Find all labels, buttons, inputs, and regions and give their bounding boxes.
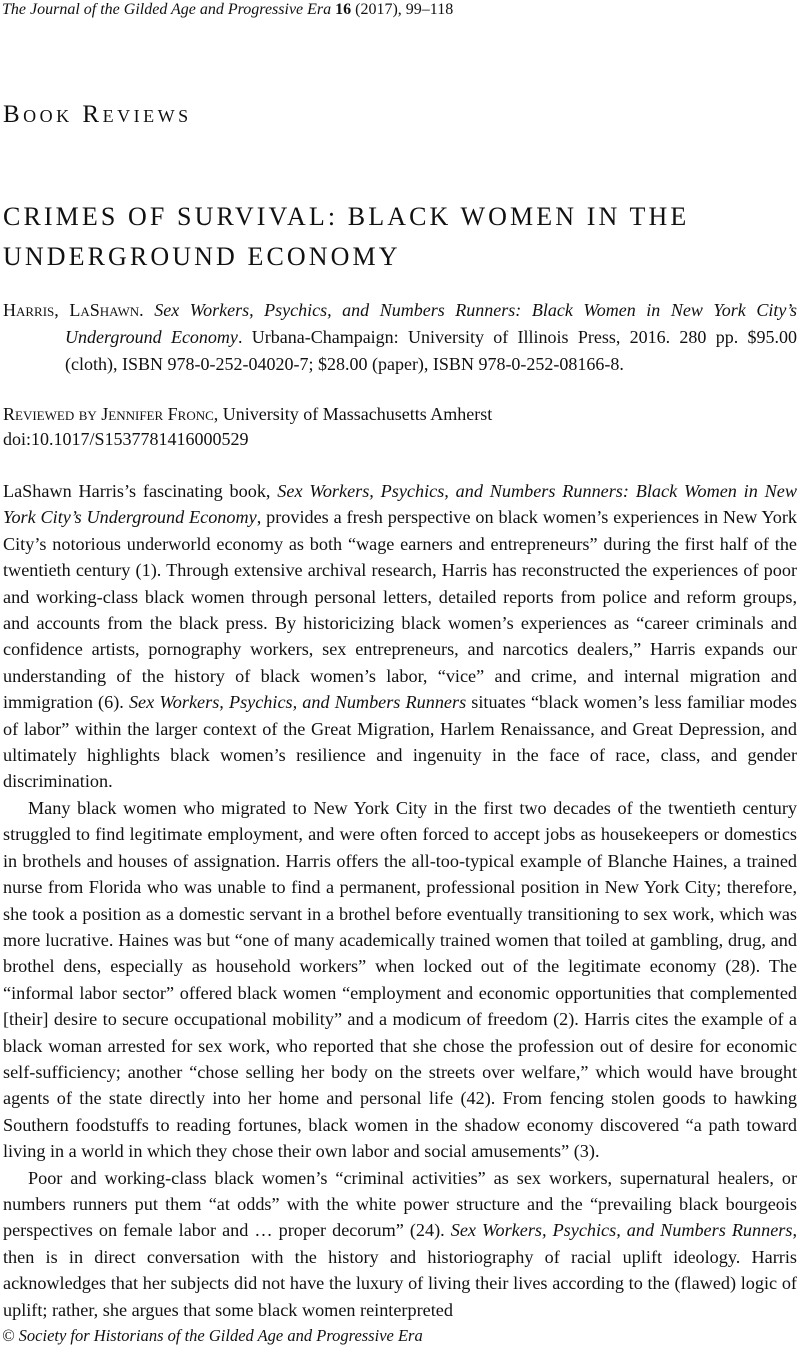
reviewer-name: Reviewed by Jennifer Fronc — [3, 404, 214, 424]
text-run: situates “black women’s less familiar modes of labor” within the larger context of the Great Migration, Harlem Renaissance, and Great Depression, and ultimately highlights black women’s resilience and ingenuity in the face of race, class, and gender discrimination. — [3, 692, 798, 792]
paragraph-2: Many black women who migrated to New York City in the first two decades of the twentieth century struggled to find legitimate employment, and were often forced to accept jobs as housekeepers or domestics in brothels and houses of assignation. Harris offers the all-too-typical example of Blanche Haines, a trained nurse from Florida who was unable to find a permanent, professional position in New York City; therefore, she took a position as a domestic servant in a brothel before eventually transitioning to sex work, which was more lucrative. Haines was but “one of many academically trained women that toiled at gambling, drug, and brothel dens, especially as household workers” when locked out of the legitimate economy (28). The “informal labor sector” offered black women “employment and economic opportunities that complemented [their] desire to secure occupational mobility” and a modicum of freedom (2). Harris cites the example of a black woman arrested for sex work, who reported that she chose the profession out of desire for economic self-sufficiency; another “chose selling her body on the streets over welfare,” which would have brought agents of the state directly into her home and personal life (42). From fencing stolen goods to hawking Southern foodstuffs to reading fortunes, black women in the shadow economy discovered “a path toward living in a world in which they chose their own labor and social amusements” (3). — [3, 797, 797, 1162]
reviewer-affiliation: , University of Massachusetts Amherst — [213, 404, 493, 424]
text-run: Poor and working-class black women’s “criminal activities” as sex workers, supernatural healers, or numbers runners put them “at odds” with the white power structure and the “prevailing black bourgeois perspectives on female labor and … proper decorum” (24). — [3, 1167, 797, 1241]
book-author: Harris, LaShawn. — [3, 300, 144, 320]
year-pages: (2017), 99–118 — [355, 1, 454, 18]
journal-name: The Journal of the Gilded Age and Progressive Era — [2, 1, 332, 18]
review-title: CRIMES OF SURVIVAL: BLACK WOMEN IN THE UNDERGROUND ECONOMY — [3, 202, 690, 271]
volume-number: 16 — [335, 1, 352, 18]
book-title: Sex Workers, Psychics, and Numbers Runners: Black Women in New York City’s Underground Economy — [65, 300, 797, 347]
copyright-footer: © Society for Historians of the Gilded Age and Progressive Era — [2, 1326, 423, 1345]
book-citation — [3, 297, 797, 378]
text-run: , then is in direct conversation with the history and historiography of racial uplift ideology. Harris acknowledges that her subjects did not have the luxury of living their lives according to the (flawed) logic of uplift; rather, she argues that some black women reinterpreted — [3, 1220, 797, 1320]
running-head — [2, 0, 453, 20]
book-title-inline: Sex Workers, Psychics, and Numbers Runners — [450, 1220, 793, 1241]
publication-details: . Urbana-Champaign: University of Illinois Press, 2016. 280 pp. $95.00 (cloth), ISBN 978-0-252-04020-7; $28.00 (paper), ISBN 978-0-252-08166-8. — [65, 327, 797, 374]
review-body — [3, 478, 797, 1323]
book-title-inline: Sex Workers, Psychics, and Numbers Runners: Black Women in New York City’s Underground Economy — [3, 481, 797, 528]
reviewer-line — [3, 402, 797, 427]
doi: doi:10.1017/S1537781416000529 — [3, 429, 249, 449]
book-title-inline: Sex Workers, Psychics, and Numbers Runners — [128, 692, 467, 713]
text-run: LaShawn Harris’s fascinating book, — [3, 481, 278, 501]
paragraph-1 — [3, 478, 797, 795]
section-label: Book Reviews — [3, 101, 192, 128]
paragraph-3 — [3, 1165, 797, 1323]
text-run: , provides a fresh perspective on black women’s experiences in New York City’s notorious underworld economy as both “wage earners and entrepreneurs” during the first half of the twentieth century (1). Through extensive archival research, Harris has reconstructed the experiences of poor and working-class black women through personal letters, detailed reports from police and reform groups, and accounts from the black press. By historicizing black women’s experiences as “career criminals and confidence artists, pornography workers, sex entrepreneurs, and narcotics dealers,” Harris expands our understanding of the history of black women’s labor, “vice” and crime, and internal migration and immigration (6). — [3, 507, 798, 713]
